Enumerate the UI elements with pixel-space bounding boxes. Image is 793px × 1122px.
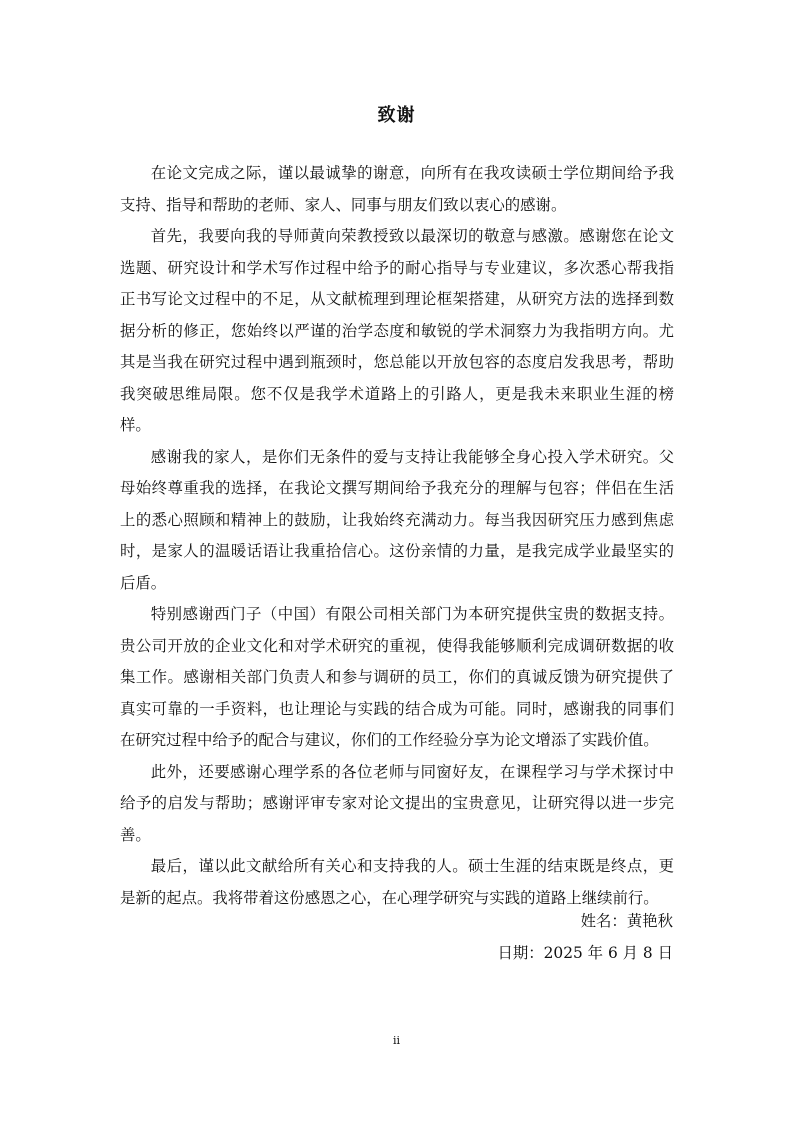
paragraph-company: 特别感谢西门子（中国）有限公司相关部门为本研究提供宝贵的数据支持。贵公司开放的企业文化和对学术研究的重视，使得我能够顺利完成调研数据的收集工作。感谢相关部门负责人和参与调研的员工，你们的真诚反馈为研究提供了真实可靠的一手资料，也让理论与实践的结合成为可能。同时，感谢我的同事们在研究过程中给予的配合与建议，你们的工作经验分享为论文增添了实践价值。	[120, 605, 674, 749]
paragraph-opening: 在论文完成之际，谨以最诚挚的谢意，向所有在我攻读硕士学位期间给予我支持、指导和帮助的老师、家人、同事与朋友们致以衷心的感谢。	[120, 164, 674, 214]
page-title: 致谢	[377, 105, 416, 126]
signature-name: 姓名：黄艳秋	[580, 912, 673, 930]
paragraph-advisor: 首先，我要向我的导师黄向荣教授致以最深切的敬意与感激。感谢您在论文选题、研究设计和学术写作过程中给予的耐心指导与专业建议，多次悉心帮我指正书写论文过程中的不足，从文献梳理到理论框架搭建，从研究方法的选择到数据分析的修正，您始终以严谨的治学态度和敏锐的学术洞察力为我指明方向。尤其是当我在研究过程中遇到瓶颈时，您总能以开放包容的态度启发我思考，帮助我突破思维局限。您不仅是我学术道路上的引路人，更是我未来职业生涯的榜样。	[120, 227, 674, 434]
signature-date: 日期：2025 年 6 月 8 日	[497, 943, 673, 962]
paragraph-teachers: 此外，还要感谢心理学系的各位老师与同窗好友，在课程学习与学术探讨中给予的启发与帮助；感谢评审专家对论文提出的宝贵意见，让研究得以进一步完善。	[120, 762, 674, 844]
paragraph-family: 感谢我的家人，是你们无条件的爱与支持让我能够全身心投入学术研究。父母始终尊重我的选择，在我论文撰写期间给予我充分的理解与包容；伴侣在生活上的悉心照顾和精神上的鼓励，让我始终充满动力。每当我因研究压力感到焦虑时，是家人的温暖话语让我重拾信心。这份亲情的力量，是我完成学业最坚实的后盾。	[120, 447, 674, 592]
page-number: ii	[392, 1034, 401, 1047]
acknowledgement-body	[120, 158, 674, 914]
signature-block	[497, 906, 673, 969]
paragraph-closing: 最后，谨以此文献给所有关心和支持我的人。硕士生涯的结束既是终点，更是新的起点。我将带着这份感恩之心，在心理学研究与实践的道路上继续前行。	[120, 857, 674, 907]
